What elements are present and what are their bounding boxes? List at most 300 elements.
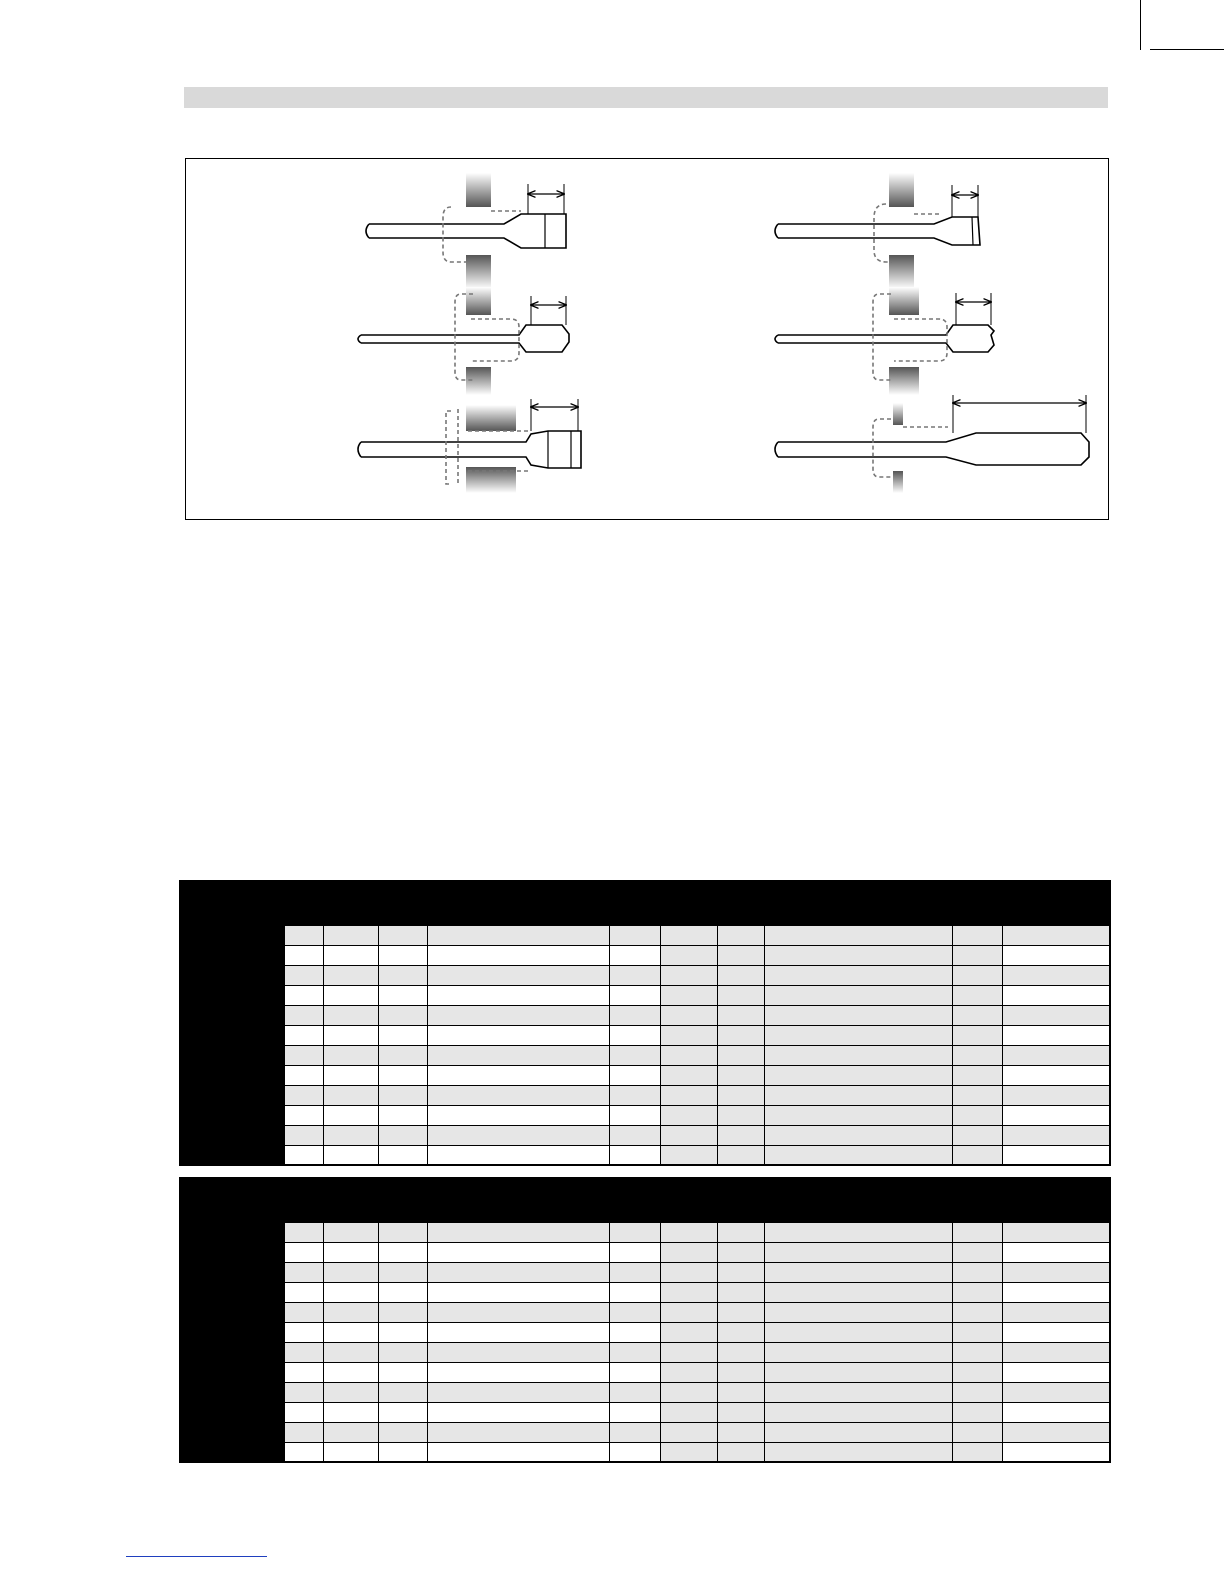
table-cell (717, 1065, 764, 1085)
table-cell (660, 1262, 717, 1282)
col-header (952, 1202, 1002, 1222)
table-cell (427, 1302, 609, 1322)
table-row (180, 1262, 1110, 1282)
table-cell (427, 1105, 609, 1125)
table-cell (952, 1342, 1002, 1362)
table-cell (660, 1045, 717, 1065)
table-cell (660, 1145, 717, 1165)
table-cell (378, 1322, 427, 1342)
row-group-label (180, 925, 284, 965)
table-cell (378, 1382, 427, 1402)
table-cell (1002, 1362, 1110, 1382)
table-cell (764, 1145, 952, 1165)
table-cell (378, 1262, 427, 1282)
table-cell (1002, 1065, 1110, 1085)
table-cell (284, 1025, 323, 1045)
col-header (284, 1178, 323, 1222)
col-header (378, 905, 427, 925)
table-row (180, 1085, 1110, 1105)
table-cell (1002, 1145, 1110, 1165)
table-cell (1002, 1342, 1110, 1362)
table-cell (660, 1125, 717, 1145)
table-cell (284, 945, 323, 965)
table-row (180, 1025, 1110, 1045)
crop-mark-right (1150, 49, 1224, 50)
table-cell (427, 1005, 609, 1025)
table-row (180, 965, 1110, 985)
table-cell (717, 925, 764, 945)
table-cell (952, 1085, 1002, 1105)
col-header (180, 881, 284, 925)
table-cell (660, 985, 717, 1005)
table-row (180, 1422, 1110, 1442)
table-cell (378, 1302, 427, 1322)
table-cell (1002, 1085, 1110, 1105)
table-cell (660, 945, 717, 965)
table-cell (378, 925, 427, 945)
table-cell (952, 1145, 1002, 1165)
panel-flat-chisel (366, 173, 566, 289)
row-group-label (180, 1125, 284, 1165)
table-cell (609, 1342, 660, 1362)
table-cell (952, 1282, 1002, 1302)
table-cell (1002, 945, 1110, 965)
table-cell (378, 1145, 427, 1165)
table-row (180, 945, 1110, 965)
table-cell (1002, 1422, 1110, 1442)
table-cell (717, 1045, 764, 1065)
col-group-header (378, 1178, 660, 1202)
row-group-label (180, 1302, 284, 1342)
panel-hex-socket (358, 399, 581, 493)
table-cell (717, 1145, 764, 1165)
table-cell (660, 1342, 717, 1362)
table-cell (323, 1065, 378, 1085)
table-cell (764, 1282, 952, 1302)
table-cell (284, 1302, 323, 1322)
table-cell (764, 925, 952, 945)
table-cell (717, 1242, 764, 1262)
table-cell (717, 1025, 764, 1045)
table-cell (609, 925, 660, 945)
table-row (180, 1045, 1110, 1065)
table-cell (378, 965, 427, 985)
table-cell (717, 1125, 764, 1145)
col-header (660, 1178, 717, 1222)
spec-table-2 (179, 1177, 1111, 1463)
table-cell (284, 1242, 323, 1262)
table-cell (717, 1282, 764, 1302)
table-row (180, 1145, 1110, 1165)
row-group-label (180, 1382, 284, 1422)
table-cell (764, 1262, 952, 1282)
table-cell (1002, 925, 1110, 945)
table-cell (764, 1382, 952, 1402)
table-cell (952, 1222, 1002, 1242)
table-cell (427, 1085, 609, 1105)
table-cell (323, 1105, 378, 1125)
table-cell (764, 1422, 952, 1442)
table-cell (323, 1302, 378, 1322)
table-cell (764, 1005, 952, 1025)
table-cell (284, 1125, 323, 1145)
table-cell (378, 1362, 427, 1382)
table-cell (717, 1085, 764, 1105)
table-row (180, 1222, 1110, 1242)
table-cell (609, 1382, 660, 1402)
table-cell (609, 1282, 660, 1302)
table-cell (609, 985, 660, 1005)
table-cell (660, 1442, 717, 1462)
table-row (180, 1065, 1110, 1085)
table-cell (952, 1422, 1002, 1442)
table-cell (717, 985, 764, 1005)
table-cell (378, 1005, 427, 1025)
table-cell (717, 1382, 764, 1402)
table-row (180, 1302, 1110, 1322)
table-cell (609, 1105, 660, 1125)
table-cell (717, 1322, 764, 1342)
table-row (180, 1342, 1110, 1362)
table-cell (323, 1362, 378, 1382)
panel-narrow-chisel (775, 173, 980, 289)
table-cell (609, 1125, 660, 1145)
col-header (323, 881, 378, 925)
table-row (180, 925, 1110, 945)
table-row (180, 985, 1110, 1005)
table-cell (609, 1242, 660, 1262)
table-cell (427, 1362, 609, 1382)
table-cell (764, 965, 952, 985)
table-cell (764, 1242, 952, 1262)
col-header (717, 905, 764, 925)
col-header (284, 881, 323, 925)
col-header (609, 905, 660, 925)
table-cell (427, 1282, 609, 1302)
table-cell (764, 1045, 952, 1065)
table-row (180, 1382, 1110, 1402)
col-group-header (717, 881, 1002, 905)
table-cell (284, 1442, 323, 1462)
table-cell (717, 965, 764, 985)
table-cell (764, 1065, 952, 1085)
table-cell (1002, 1222, 1110, 1242)
table-cell (952, 1065, 1002, 1085)
table-cell (427, 945, 609, 965)
table-cell (1002, 1242, 1110, 1262)
table-cell (952, 1262, 1002, 1282)
table-cell (1002, 1442, 1110, 1462)
table-cell (427, 1222, 609, 1242)
col-header (764, 1202, 952, 1222)
table-cell (378, 1422, 427, 1442)
table-cell (323, 1242, 378, 1262)
table-cell (323, 1282, 378, 1302)
table-cell (764, 945, 952, 965)
spec-table-1-body (180, 925, 1110, 1165)
table-cell (764, 1402, 952, 1422)
section-title-bar (184, 87, 1108, 108)
table-cell (427, 1242, 609, 1262)
table-cell (660, 1302, 717, 1322)
table-cell (427, 925, 609, 945)
table-cell (952, 1362, 1002, 1382)
table-cell (660, 965, 717, 985)
table-cell (323, 1045, 378, 1065)
table-cell (284, 1342, 323, 1362)
table-cell (609, 1065, 660, 1085)
table-cell (764, 985, 952, 1005)
col-header (1002, 1178, 1110, 1222)
col-header (427, 1202, 609, 1222)
table-cell (609, 1442, 660, 1462)
table-cell (323, 1025, 378, 1045)
row-group-label (180, 1085, 284, 1125)
table-cell (660, 1025, 717, 1045)
table-cell (717, 1362, 764, 1382)
col-header (609, 1202, 660, 1222)
table-cell (323, 965, 378, 985)
table-cell (609, 1145, 660, 1165)
col-header (323, 1178, 378, 1222)
table-cell (660, 1105, 717, 1125)
table-cell (952, 1302, 1002, 1322)
table-cell (284, 1145, 323, 1165)
panel-long-extension (775, 395, 1089, 493)
table-cell (323, 1145, 378, 1165)
table-cell (764, 1025, 952, 1045)
table-cell (609, 945, 660, 965)
table-cell (323, 1442, 378, 1462)
table-cell (952, 1382, 1002, 1402)
table-row (180, 1242, 1110, 1262)
table-cell (378, 945, 427, 965)
crop-mark-top (1140, 0, 1141, 50)
spec-table-2-body (180, 1222, 1110, 1462)
row-group-label (180, 965, 284, 1005)
table-row (180, 1282, 1110, 1302)
table-cell (378, 1222, 427, 1242)
row-group-label (180, 1422, 284, 1462)
table-cell (1002, 1302, 1110, 1322)
table-row (180, 1005, 1110, 1025)
table-cell (284, 1222, 323, 1242)
table-cell (427, 1025, 609, 1045)
table-cell (284, 965, 323, 985)
table-cell (717, 1262, 764, 1282)
table-cell (717, 1342, 764, 1362)
table-cell (284, 1005, 323, 1025)
table-cell (660, 1085, 717, 1105)
table-cell (1002, 985, 1110, 1005)
table-cell (323, 1342, 378, 1362)
tool-diagram-svg (186, 159, 1110, 521)
table-cell (378, 1125, 427, 1145)
table-cell (764, 1442, 952, 1462)
spec-table-1 (179, 880, 1111, 1166)
table-cell (660, 1402, 717, 1422)
table-cell (284, 1282, 323, 1302)
table-cell (952, 1402, 1002, 1422)
table-cell (717, 1422, 764, 1442)
col-header (764, 905, 952, 925)
table-cell (717, 1302, 764, 1322)
table-cell (952, 1322, 1002, 1342)
table-cell (378, 1282, 427, 1302)
col-header (1002, 881, 1110, 925)
table-cell (609, 1402, 660, 1422)
table-cell (323, 1422, 378, 1442)
table-cell (764, 1322, 952, 1342)
table-cell (609, 1262, 660, 1282)
table-row (180, 1442, 1110, 1462)
table-cell (284, 1382, 323, 1402)
table-cell (323, 1402, 378, 1422)
table-cell (427, 1382, 609, 1402)
col-header (378, 1202, 427, 1222)
row-group-label (180, 1262, 284, 1302)
table-cell (660, 1382, 717, 1402)
table-cell (427, 1402, 609, 1422)
table-cell (952, 1025, 1002, 1045)
table-cell (764, 1222, 952, 1242)
table-cell (378, 1105, 427, 1125)
table-cell (1002, 1125, 1110, 1145)
table-cell (660, 1065, 717, 1085)
footer-link-underline[interactable] (126, 1556, 267, 1557)
table-cell (284, 1262, 323, 1282)
col-header (427, 905, 609, 925)
row-group-label (180, 1005, 284, 1045)
col-header (952, 905, 1002, 925)
table-cell (952, 985, 1002, 1005)
table-cell (284, 1085, 323, 1105)
table-cell (427, 1125, 609, 1145)
col-header (717, 1202, 764, 1222)
table-cell (284, 1422, 323, 1442)
table-cell (952, 1442, 1002, 1462)
table-cell (1002, 1005, 1110, 1025)
table-cell (323, 1085, 378, 1105)
table-cell (952, 1005, 1002, 1025)
table-row (180, 1322, 1110, 1342)
table-cell (427, 965, 609, 985)
table-cell (952, 1105, 1002, 1125)
table-cell (378, 1242, 427, 1262)
table-cell (284, 1402, 323, 1422)
table-cell (284, 1362, 323, 1382)
table-cell (323, 1322, 378, 1342)
panel-ball-peen (358, 287, 569, 395)
table-cell (609, 1045, 660, 1065)
row-group-label (180, 1342, 284, 1382)
table-cell (609, 1222, 660, 1242)
table-cell (609, 1322, 660, 1342)
table-cell (1002, 1105, 1110, 1125)
tool-diagram (185, 158, 1109, 520)
table-cell (323, 945, 378, 965)
table-cell (764, 1362, 952, 1382)
col-group-header (717, 1178, 1002, 1202)
table-cell (660, 1422, 717, 1442)
table-cell (284, 985, 323, 1005)
table-cell (952, 965, 1002, 985)
col-header (660, 881, 717, 925)
table-cell (609, 965, 660, 985)
table-cell (323, 1005, 378, 1025)
table-cell (717, 1105, 764, 1125)
table-cell (952, 1242, 1002, 1262)
col-header (180, 1178, 284, 1222)
table-cell (660, 1282, 717, 1302)
table-cell (660, 1362, 717, 1382)
table-row (180, 1125, 1110, 1145)
table-cell (427, 1065, 609, 1085)
table-cell (660, 1322, 717, 1342)
table-cell (378, 1025, 427, 1045)
panel-bi-ball-peen (775, 287, 994, 395)
col-group-header (378, 881, 660, 905)
table-cell (717, 1222, 764, 1242)
table-cell (323, 1382, 378, 1402)
table-cell (609, 1005, 660, 1025)
table-cell (1002, 1382, 1110, 1402)
table-cell (427, 1262, 609, 1282)
table-cell (284, 1322, 323, 1342)
table-cell (378, 1342, 427, 1362)
table-cell (378, 1045, 427, 1065)
table-cell (717, 1402, 764, 1422)
table-cell (609, 1302, 660, 1322)
table-cell (323, 1262, 378, 1282)
table-cell (427, 1145, 609, 1165)
table-cell (764, 1085, 952, 1105)
table-cell (764, 1302, 952, 1322)
table-cell (660, 1005, 717, 1025)
table-cell (284, 1065, 323, 1085)
table-cell (717, 1442, 764, 1462)
table-cell (1002, 1282, 1110, 1302)
table-cell (660, 925, 717, 945)
table-cell (323, 985, 378, 1005)
table-cell (609, 1025, 660, 1045)
table-cell (717, 945, 764, 965)
table-cell (764, 1342, 952, 1362)
table-cell (427, 1322, 609, 1342)
table-cell (427, 1422, 609, 1442)
table-cell (952, 1045, 1002, 1065)
table-cell (1002, 1045, 1110, 1065)
table-cell (952, 925, 1002, 945)
table-cell (378, 985, 427, 1005)
table-cell (378, 1065, 427, 1085)
table-cell (378, 1442, 427, 1462)
table-cell (1002, 1025, 1110, 1045)
table-row (180, 1362, 1110, 1382)
table-cell (427, 1045, 609, 1065)
table-cell (378, 1085, 427, 1105)
table-cell (284, 925, 323, 945)
table-cell (323, 925, 378, 945)
table-cell (323, 1125, 378, 1145)
table-cell (660, 1222, 717, 1242)
table-row (180, 1105, 1110, 1125)
table-cell (952, 1125, 1002, 1145)
table-cell (1002, 965, 1110, 985)
table-cell (764, 1125, 952, 1145)
table-cell (609, 1362, 660, 1382)
table-cell (284, 1045, 323, 1065)
